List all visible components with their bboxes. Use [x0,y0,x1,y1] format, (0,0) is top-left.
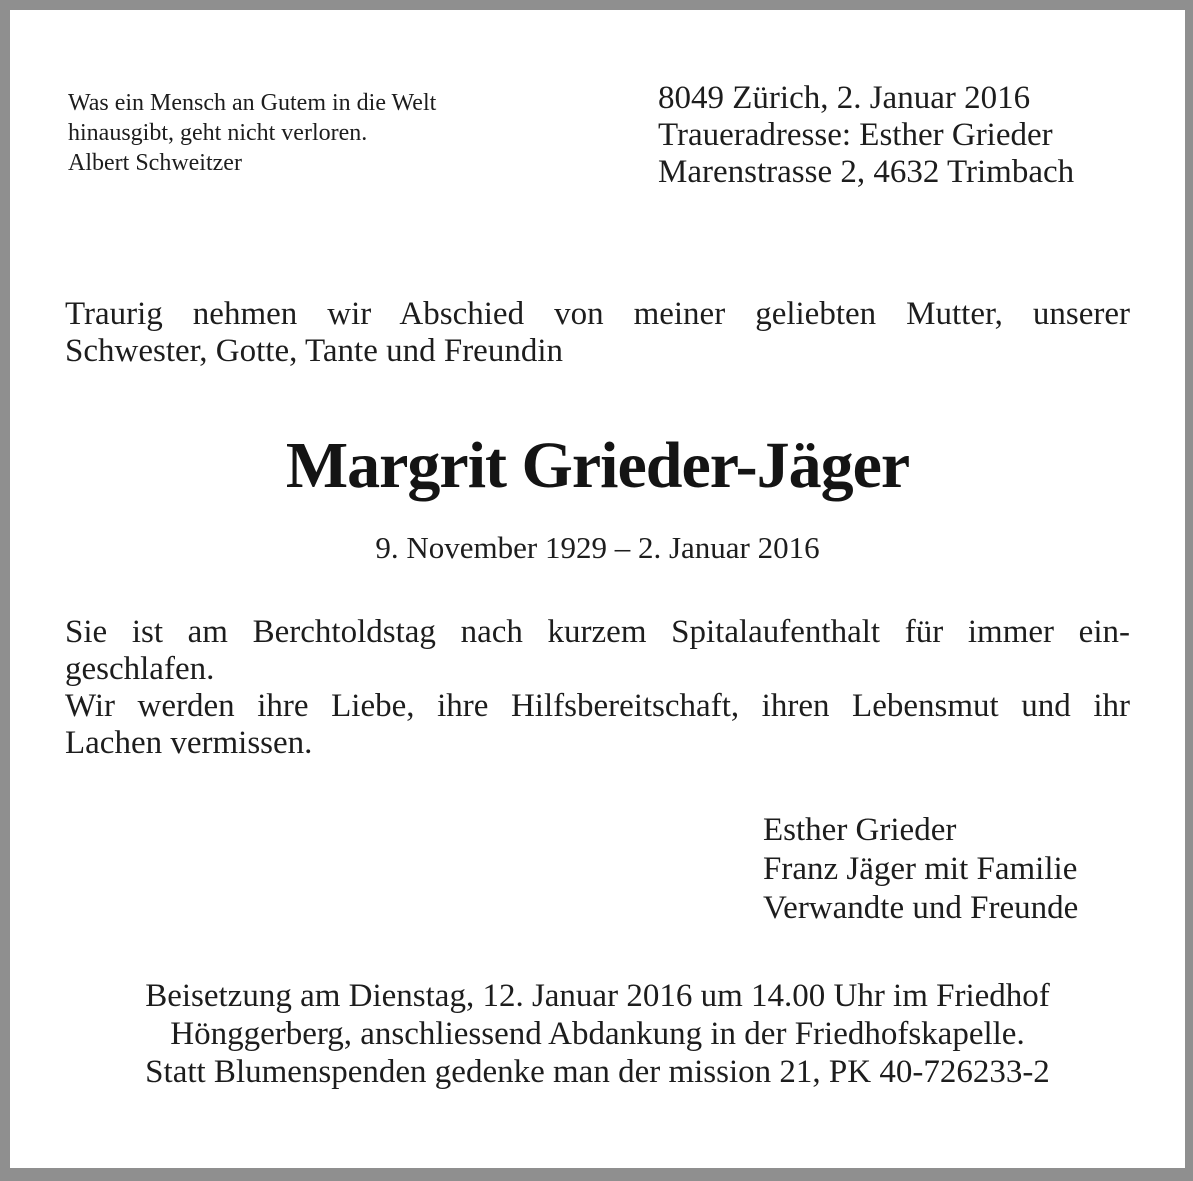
message-line-4: Lachen vermissen. [65,725,313,761]
signer: Esther Grieder [763,812,957,848]
quote-author: Albert Schweitzer [68,150,242,176]
signer: Franz Jäger mit Familie [763,851,1078,887]
signer: Verwandte und Freunde [763,890,1079,926]
mourning-address-street: Marenstrasse 2, 4632 Trimbach [658,154,1075,190]
intro-line-2: Schwester, Gotte, Tante und Freundin [65,333,563,369]
obituary-notice [10,10,1185,1168]
message-line-1: Sie ist am Berchtoldstag nach kurzem Spitalaufenthalt für immer ein- [65,614,1130,650]
message-line-2: geschlafen. [65,651,215,687]
mourning-address-contact: Traueradresse: Esther Grieder [658,117,1053,153]
mourning-address-block [658,80,1074,191]
intro-line-1: Traurig nehmen wir Abschied von meiner geliebten Mutter, unserer [65,296,1130,332]
memorial-message [65,614,1130,762]
place-date: 8049 Zürich, 2. Januar 2016 [658,80,1031,116]
quote-line-2: hinausgibt, geht nicht verloren. [68,120,368,146]
intro-text [65,296,1130,370]
funeral-line-3: Statt Blumenspenden gedenke man der mission 21, PK 40-726233-2 [145,1054,1050,1090]
quote-line-1: Was ein Mensch an Gutem in die Welt [68,90,437,116]
message-line-3: Wir werden ihre Liebe, ihre Hilfsbereitschaft, ihren Lebensmut und ihr [65,688,1130,724]
quote-block [68,88,568,178]
signers-block [763,811,1078,928]
funeral-details [10,977,1185,1091]
funeral-line-2: Hönggerberg, anschliessend Abdankung in der Friedhofskapelle. [170,1016,1025,1052]
deceased-name: Margrit Grieder-Jäger [285,429,910,502]
funeral-line-1: Beisetzung am Dienstag, 12. Januar 2016 um 14.00 Uhr im Friedhof [145,978,1050,1014]
life-dates: 9. November 1929 – 2. Januar 2016 [375,530,820,565]
